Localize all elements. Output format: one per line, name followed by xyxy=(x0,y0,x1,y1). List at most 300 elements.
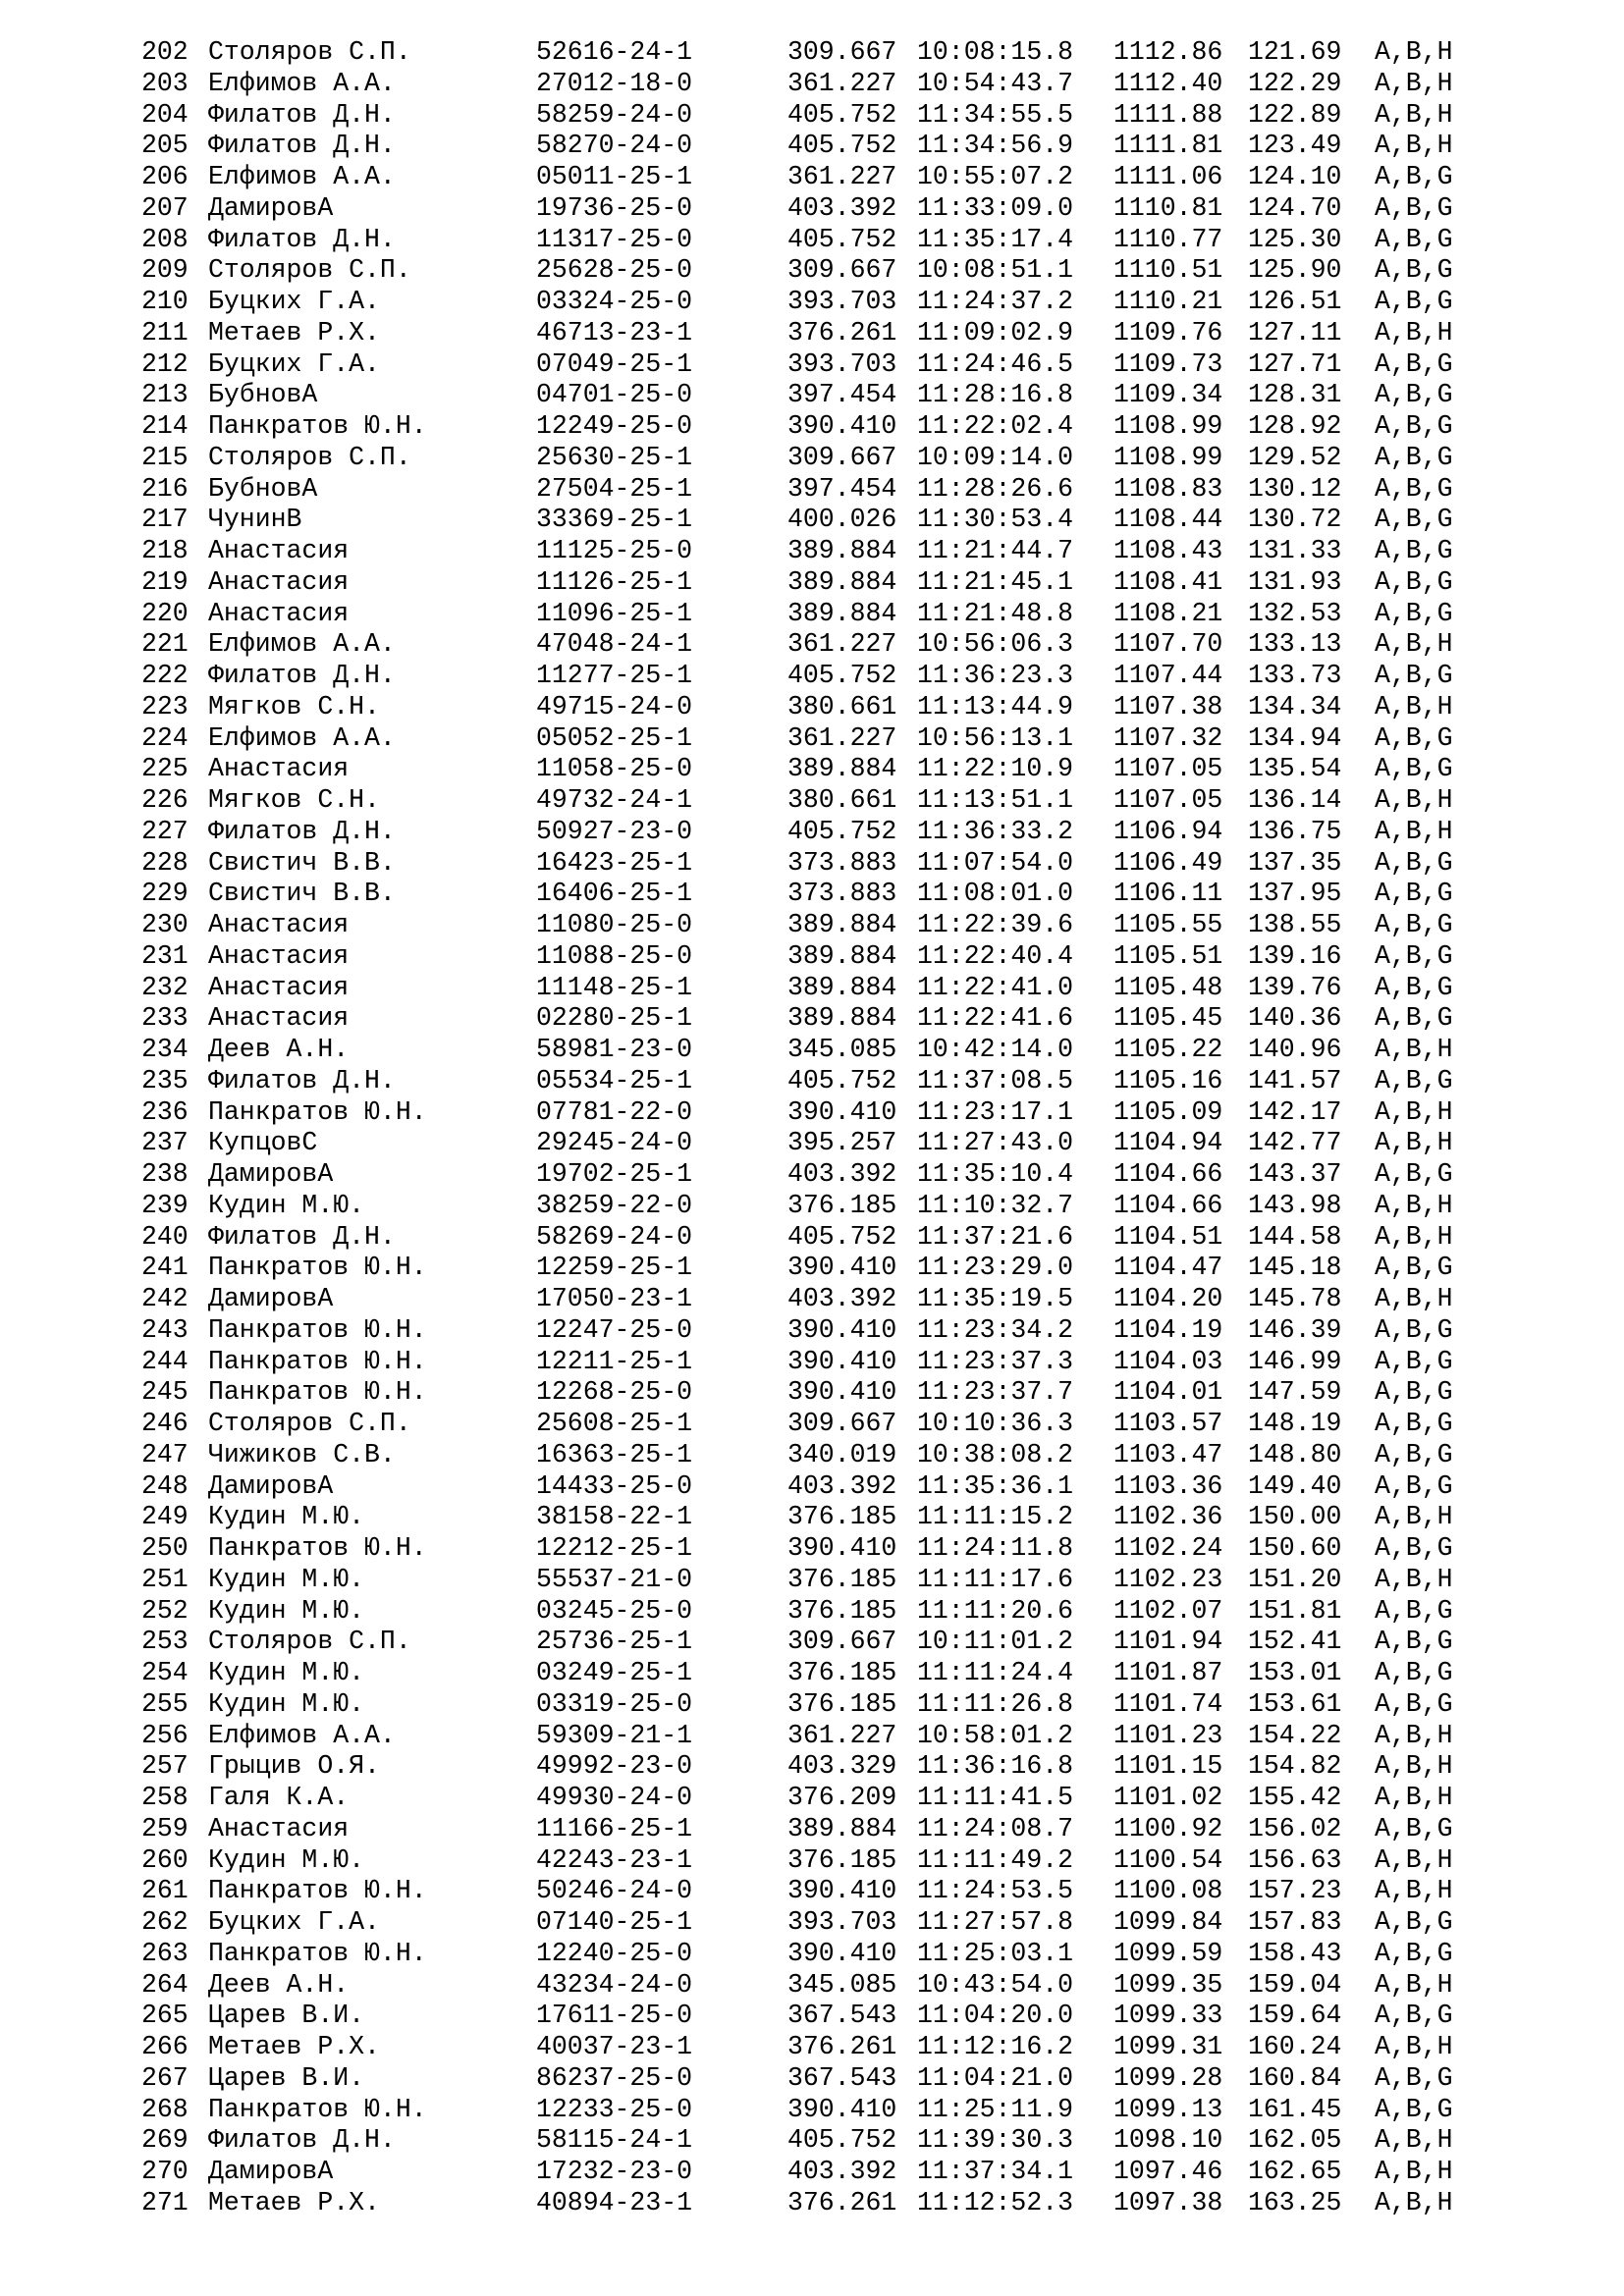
speed-value: 1100.92 xyxy=(1113,1813,1223,1843)
coefficient-value: 145.78 xyxy=(1248,1284,1342,1313)
arrival-time: 11:22:39.6 xyxy=(917,910,1074,939)
arrival-time: 10:08:51.1 xyxy=(917,255,1074,286)
coefficient-value: 156.02 xyxy=(1248,1813,1342,1843)
coefficient-value: 145.18 xyxy=(1248,1253,1342,1283)
coefficient-value: 153.61 xyxy=(1248,1688,1342,1719)
arrival-time: 11:37:08.5 xyxy=(917,1065,1074,1095)
coefficient-value: 135.54 xyxy=(1248,754,1342,784)
category-codes: A,B,G xyxy=(1375,1813,1453,1843)
arrival-time: 11:23:17.1 xyxy=(917,1096,1074,1127)
place-number: 219 xyxy=(141,566,189,597)
arrival-time: 11:12:16.2 xyxy=(917,2032,1074,2061)
participant-name: Кудин М.Ю. xyxy=(208,1658,365,1687)
distance-value: 405.752 xyxy=(787,661,897,690)
ring-code: 19702-25-1 xyxy=(536,1159,693,1189)
ring-code: 29245-24-0 xyxy=(536,1128,693,1158)
coefficient-value: 133.73 xyxy=(1248,661,1342,690)
category-codes: A,B,G xyxy=(1375,224,1453,254)
category-codes: A,B,H xyxy=(1375,1128,1453,1158)
participant-name: Свистич В.В. xyxy=(208,879,396,909)
ring-code: 49992-23-0 xyxy=(536,1751,693,1782)
place-number: 256 xyxy=(141,1720,189,1750)
speed-value: 1111.06 xyxy=(1113,162,1223,191)
participant-name: Панкратов Ю.Н. xyxy=(208,411,427,441)
place-number: 234 xyxy=(141,1035,189,1064)
coefficient-value: 123.49 xyxy=(1248,131,1342,161)
speed-value: 1104.19 xyxy=(1113,1314,1223,1345)
place-number: 210 xyxy=(141,287,189,316)
place-number: 255 xyxy=(141,1688,189,1719)
speed-value: 1103.47 xyxy=(1113,1439,1223,1469)
distance-value: 390.410 xyxy=(787,2094,897,2124)
coefficient-value: 131.33 xyxy=(1248,536,1342,565)
place-number: 224 xyxy=(141,722,189,753)
category-codes: A,B,H xyxy=(1375,785,1453,815)
speed-value: 1107.05 xyxy=(1113,754,1223,784)
category-codes: A,B,H xyxy=(1375,131,1453,161)
category-codes: A,B,H xyxy=(1375,37,1453,67)
coefficient-value: 139.16 xyxy=(1248,940,1342,971)
ring-code: 12212-25-1 xyxy=(536,1533,693,1563)
category-codes: A,B,G xyxy=(1375,1688,1453,1719)
category-codes: A,B,H xyxy=(1375,816,1453,846)
place-number: 231 xyxy=(141,940,189,971)
speed-value: 1103.57 xyxy=(1113,1409,1223,1438)
participant-name: Елфимов А.А. xyxy=(208,1720,396,1750)
coefficient-value: 127.71 xyxy=(1248,348,1342,379)
coefficient-value: 132.53 xyxy=(1248,598,1342,628)
distance-value: 390.410 xyxy=(787,1346,897,1376)
category-codes: A,B,H xyxy=(1375,2032,1453,2061)
distance-value: 380.661 xyxy=(787,785,897,815)
ring-code: 58259-24-0 xyxy=(536,99,693,130)
coefficient-value: 131.93 xyxy=(1248,566,1342,597)
coefficient-value: 148.80 xyxy=(1248,1439,1342,1469)
coefficient-value: 128.31 xyxy=(1248,380,1342,410)
speed-value: 1097.38 xyxy=(1113,2187,1223,2217)
category-codes: A,B,G xyxy=(1375,847,1453,878)
distance-value: 397.454 xyxy=(787,473,897,504)
arrival-time: 11:10:32.7 xyxy=(917,1190,1074,1220)
distance-value: 405.752 xyxy=(787,1065,897,1095)
ring-code: 11277-25-1 xyxy=(536,661,693,690)
arrival-time: 11:28:26.6 xyxy=(917,473,1074,504)
coefficient-value: 124.10 xyxy=(1248,162,1342,191)
category-codes: A,B,G xyxy=(1375,1907,1453,1937)
speed-value: 1101.23 xyxy=(1113,1720,1223,1750)
ring-code: 47048-24-1 xyxy=(536,629,693,660)
participant-name: Буцких Г.А. xyxy=(208,287,380,316)
speed-value: 1104.66 xyxy=(1113,1190,1223,1220)
distance-value: 393.703 xyxy=(787,348,897,379)
ring-code: 07049-25-1 xyxy=(536,348,693,379)
arrival-time: 11:23:34.2 xyxy=(917,1314,1074,1345)
coefficient-value: 142.77 xyxy=(1248,1128,1342,1158)
arrival-time: 11:36:23.3 xyxy=(917,661,1074,690)
category-codes: A,B,H xyxy=(1375,1844,1453,1875)
participant-name: Столяров С.П. xyxy=(208,255,411,286)
distance-value: 361.227 xyxy=(787,162,897,191)
speed-value: 1102.07 xyxy=(1113,1595,1223,1626)
distance-value: 403.392 xyxy=(787,1284,897,1313)
speed-value: 1104.47 xyxy=(1113,1253,1223,1283)
category-codes: A,B,G xyxy=(1375,1003,1453,1034)
arrival-time: 10:43:54.0 xyxy=(917,1969,1074,2000)
place-number: 240 xyxy=(141,1221,189,1252)
category-codes: A,B,G xyxy=(1375,2001,1453,2031)
distance-value: 340.019 xyxy=(787,1439,897,1469)
participant-name: Филатов Д.Н. xyxy=(208,2125,396,2156)
place-number: 211 xyxy=(141,317,189,347)
coefficient-value: 143.37 xyxy=(1248,1159,1342,1189)
category-codes: A,B,H xyxy=(1375,1221,1453,1252)
distance-value: 373.883 xyxy=(787,847,897,878)
arrival-time: 11:30:53.4 xyxy=(917,505,1074,535)
coefficient-value: 125.90 xyxy=(1248,255,1342,286)
place-number: 225 xyxy=(141,754,189,784)
arrival-time: 11:35:10.4 xyxy=(917,1159,1074,1189)
participant-name: Филатов Д.Н. xyxy=(208,661,396,690)
category-codes: A,B,G xyxy=(1375,972,1453,1002)
speed-value: 1107.70 xyxy=(1113,629,1223,660)
category-codes: A,B,H xyxy=(1375,1284,1453,1313)
arrival-time: 11:25:03.1 xyxy=(917,1938,1074,1968)
place-number: 218 xyxy=(141,536,189,565)
speed-value: 1110.21 xyxy=(1113,287,1223,316)
arrival-time: 11:11:49.2 xyxy=(917,1844,1074,1875)
coefficient-value: 134.34 xyxy=(1248,691,1342,721)
ring-code: 38158-22-1 xyxy=(536,1502,693,1532)
arrival-time: 10:54:43.7 xyxy=(917,68,1074,98)
place-number: 217 xyxy=(141,505,189,535)
participant-name: Анастасия xyxy=(208,754,350,784)
coefficient-value: 149.40 xyxy=(1248,1470,1342,1501)
arrival-time: 11:08:01.0 xyxy=(917,879,1074,909)
place-number: 213 xyxy=(141,380,189,410)
place-number: 267 xyxy=(141,2062,189,2093)
arrival-time: 11:11:17.6 xyxy=(917,1564,1074,1594)
distance-value: 390.410 xyxy=(787,1938,897,1968)
participant-name: ДамировА xyxy=(208,1159,334,1189)
distance-value: 390.410 xyxy=(787,411,897,441)
ring-code: 07140-25-1 xyxy=(536,1907,693,1937)
participant-name: Анастасия xyxy=(208,598,350,628)
category-codes: A,B,G xyxy=(1375,566,1453,597)
participant-name: ЧунинВ xyxy=(208,505,302,535)
place-number: 270 xyxy=(141,2157,189,2186)
ring-code: 14433-25-0 xyxy=(536,1470,693,1501)
coefficient-value: 161.45 xyxy=(1248,2094,1342,2124)
place-number: 209 xyxy=(141,255,189,286)
ring-code: 40894-23-1 xyxy=(536,2187,693,2217)
coefficient-value: 122.89 xyxy=(1248,99,1342,130)
speed-value: 1104.20 xyxy=(1113,1284,1223,1313)
coefficient-value: 150.00 xyxy=(1248,1502,1342,1532)
speed-value: 1101.15 xyxy=(1113,1751,1223,1782)
arrival-time: 11:11:41.5 xyxy=(917,1783,1074,1812)
distance-value: 380.661 xyxy=(787,691,897,721)
place-number: 252 xyxy=(141,1595,189,1626)
place-number: 222 xyxy=(141,661,189,690)
category-codes: A,B,G xyxy=(1375,1253,1453,1283)
arrival-time: 11:35:36.1 xyxy=(917,1470,1074,1501)
arrival-time: 11:34:55.5 xyxy=(917,99,1074,130)
arrival-time: 10:09:14.0 xyxy=(917,442,1074,472)
participant-name: Царев В.И. xyxy=(208,2062,365,2093)
ring-code: 03324-25-0 xyxy=(536,287,693,316)
participant-name: Анастасия xyxy=(208,972,350,1002)
participant-name: Кудин М.Ю. xyxy=(208,1502,365,1532)
ring-code: 58981-23-0 xyxy=(536,1035,693,1064)
coefficient-value: 159.04 xyxy=(1248,1969,1342,2000)
distance-value: 367.543 xyxy=(787,2001,897,2031)
category-codes: A,B,G xyxy=(1375,1533,1453,1563)
arrival-time: 11:13:44.9 xyxy=(917,691,1074,721)
arrival-time: 11:24:46.5 xyxy=(917,348,1074,379)
distance-value: 400.026 xyxy=(787,505,897,535)
arrival-time: 11:21:44.7 xyxy=(917,536,1074,565)
category-codes: A,B,G xyxy=(1375,1658,1453,1687)
place-number: 248 xyxy=(141,1470,189,1501)
coefficient-value: 152.41 xyxy=(1248,1627,1342,1657)
distance-value: 390.410 xyxy=(787,1377,897,1408)
participant-name: БубновА xyxy=(208,380,318,410)
category-codes: A,B,G xyxy=(1375,1627,1453,1657)
participant-name: Панкратов Ю.Н. xyxy=(208,1876,427,1906)
place-number: 247 xyxy=(141,1439,189,1469)
ring-code: 33369-25-1 xyxy=(536,505,693,535)
arrival-time: 10:11:01.2 xyxy=(917,1627,1074,1657)
category-codes: A,B,G xyxy=(1375,598,1453,628)
category-codes: A,B,G xyxy=(1375,910,1453,939)
distance-value: 361.227 xyxy=(787,629,897,660)
distance-value: 390.410 xyxy=(787,1096,897,1127)
place-number: 235 xyxy=(141,1065,189,1095)
participant-name: Деев А.Н. xyxy=(208,1969,350,2000)
coefficient-value: 121.69 xyxy=(1248,37,1342,67)
coefficient-value: 163.25 xyxy=(1248,2187,1342,2217)
speed-value: 1107.32 xyxy=(1113,722,1223,753)
distance-value: 309.667 xyxy=(787,1409,897,1438)
coefficient-value: 137.35 xyxy=(1248,847,1342,878)
category-codes: A,B,G xyxy=(1375,380,1453,410)
place-number: 250 xyxy=(141,1533,189,1563)
distance-value: 376.185 xyxy=(787,1190,897,1220)
distance-value: 376.185 xyxy=(787,1564,897,1594)
arrival-time: 11:11:15.2 xyxy=(917,1502,1074,1532)
participant-name: Столяров С.П. xyxy=(208,442,411,472)
speed-value: 1104.51 xyxy=(1113,1221,1223,1252)
arrival-time: 11:28:16.8 xyxy=(917,380,1074,410)
participant-name: Кудин М.Ю. xyxy=(208,1688,365,1719)
category-codes: A,B,H xyxy=(1375,1564,1453,1594)
arrival-time: 11:09:02.9 xyxy=(917,317,1074,347)
speed-value: 1110.81 xyxy=(1113,192,1223,223)
ring-code: 11088-25-0 xyxy=(536,940,693,971)
place-number: 254 xyxy=(141,1658,189,1687)
coefficient-value: 148.19 xyxy=(1248,1409,1342,1438)
arrival-time: 11:24:37.2 xyxy=(917,287,1074,316)
place-number: 229 xyxy=(141,879,189,909)
participant-name: ДамировА xyxy=(208,2157,334,2186)
coefficient-value: 160.24 xyxy=(1248,2032,1342,2061)
ring-code: 16406-25-1 xyxy=(536,879,693,909)
participant-name: Столяров С.П. xyxy=(208,1627,411,1657)
speed-value: 1102.23 xyxy=(1113,1564,1223,1594)
distance-value: 309.667 xyxy=(787,1627,897,1657)
ring-code: 42243-23-1 xyxy=(536,1844,693,1875)
arrival-time: 11:21:45.1 xyxy=(917,566,1074,597)
coefficient-value: 157.83 xyxy=(1248,1907,1342,1937)
distance-value: 390.410 xyxy=(787,1314,897,1345)
place-number: 243 xyxy=(141,1314,189,1345)
category-codes: A,B,H xyxy=(1375,2125,1453,2156)
arrival-time: 11:27:57.8 xyxy=(917,1907,1074,1937)
speed-value: 1104.01 xyxy=(1113,1377,1223,1408)
participant-name: Кудин М.Ю. xyxy=(208,1190,365,1220)
ring-code: 46713-23-1 xyxy=(536,317,693,347)
ring-code: 17232-23-0 xyxy=(536,2157,693,2186)
speed-value: 1108.83 xyxy=(1113,473,1223,504)
coefficient-value: 146.39 xyxy=(1248,1314,1342,1345)
ring-code: 02280-25-1 xyxy=(536,1003,693,1034)
place-number: 260 xyxy=(141,1844,189,1875)
ring-code: 17611-25-0 xyxy=(536,2001,693,2031)
ring-code: 49715-24-0 xyxy=(536,691,693,721)
ring-code: 12268-25-0 xyxy=(536,1377,693,1408)
place-number: 242 xyxy=(141,1284,189,1313)
participant-name: Кудин М.Ю. xyxy=(208,1844,365,1875)
speed-value: 1106.94 xyxy=(1113,816,1223,846)
speed-value: 1103.36 xyxy=(1113,1470,1223,1501)
participant-name: Филатов Д.Н. xyxy=(208,816,396,846)
ring-code: 03319-25-0 xyxy=(536,1688,693,1719)
participant-name: Панкратов Ю.Н. xyxy=(208,1533,427,1563)
speed-value: 1097.46 xyxy=(1113,2157,1223,2186)
coefficient-value: 140.36 xyxy=(1248,1003,1342,1034)
place-number: 202 xyxy=(141,37,189,67)
arrival-time: 10:58:01.2 xyxy=(917,1720,1074,1750)
speed-value: 1105.22 xyxy=(1113,1035,1223,1064)
place-number: 227 xyxy=(141,816,189,846)
coefficient-value: 130.72 xyxy=(1248,505,1342,535)
coefficient-value: 160.84 xyxy=(1248,2062,1342,2093)
arrival-time: 11:23:29.0 xyxy=(917,1253,1074,1283)
speed-value: 1110.77 xyxy=(1113,224,1223,254)
participant-name: Анастасия xyxy=(208,1003,350,1034)
participant-name: Елфимов А.А. xyxy=(208,68,396,98)
category-codes: A,B,G xyxy=(1375,255,1453,286)
category-codes: A,B,H xyxy=(1375,68,1453,98)
ring-code: 52616-24-1 xyxy=(536,37,693,67)
distance-value: 405.752 xyxy=(787,2125,897,2156)
place-number: 239 xyxy=(141,1190,189,1220)
category-codes: A,B,H xyxy=(1375,2157,1453,2186)
ring-code: 38259-22-0 xyxy=(536,1190,693,1220)
ring-code: 27504-25-1 xyxy=(536,473,693,504)
participant-name: ДамировА xyxy=(208,1284,334,1313)
speed-value: 1109.73 xyxy=(1113,348,1223,379)
distance-value: 361.227 xyxy=(787,68,897,98)
speed-value: 1111.88 xyxy=(1113,99,1223,130)
speed-value: 1099.13 xyxy=(1113,2094,1223,2124)
participant-name: ДамировА xyxy=(208,1470,334,1501)
participant-name: Филатов Д.Н. xyxy=(208,224,396,254)
distance-value: 309.667 xyxy=(787,37,897,67)
ring-code: 59309-21-1 xyxy=(536,1720,693,1750)
category-codes: A,B,H xyxy=(1375,1751,1453,1782)
participant-name: Филатов Д.Н. xyxy=(208,1221,396,1252)
place-number: 237 xyxy=(141,1128,189,1158)
distance-value: 376.261 xyxy=(787,317,897,347)
distance-value: 376.185 xyxy=(787,1688,897,1719)
distance-value: 345.085 xyxy=(787,1035,897,1064)
speed-value: 1106.11 xyxy=(1113,879,1223,909)
ring-code: 11148-25-1 xyxy=(536,972,693,1002)
ring-code: 50246-24-0 xyxy=(536,1876,693,1906)
speed-value: 1105.16 xyxy=(1113,1065,1223,1095)
speed-value: 1107.05 xyxy=(1113,785,1223,815)
arrival-time: 10:08:15.8 xyxy=(917,37,1074,67)
speed-value: 1105.48 xyxy=(1113,972,1223,1002)
speed-value: 1112.40 xyxy=(1113,68,1223,98)
coefficient-value: 157.23 xyxy=(1248,1876,1342,1906)
speed-value: 1099.28 xyxy=(1113,2062,1223,2093)
coefficient-value: 154.22 xyxy=(1248,1720,1342,1750)
participant-name: Кудин М.Ю. xyxy=(208,1564,365,1594)
place-number: 259 xyxy=(141,1813,189,1843)
arrival-time: 10:55:07.2 xyxy=(917,162,1074,191)
speed-value: 1111.81 xyxy=(1113,131,1223,161)
arrival-time: 10:10:36.3 xyxy=(917,1409,1074,1438)
arrival-time: 11:37:34.1 xyxy=(917,2157,1074,2186)
speed-value: 1105.45 xyxy=(1113,1003,1223,1034)
coefficient-value: 128.92 xyxy=(1248,411,1342,441)
ring-code: 43234-24-0 xyxy=(536,1969,693,2000)
speed-value: 1105.51 xyxy=(1113,940,1223,971)
participant-name: Панкратов Ю.Н. xyxy=(208,1346,427,1376)
distance-value: 389.884 xyxy=(787,972,897,1002)
speed-value: 1100.54 xyxy=(1113,1844,1223,1875)
category-codes: A,B,G xyxy=(1375,754,1453,784)
speed-value: 1108.21 xyxy=(1113,598,1223,628)
category-codes: A,B,G xyxy=(1375,1938,1453,1968)
speed-value: 1109.34 xyxy=(1113,380,1223,410)
participant-name: Елфимов А.А. xyxy=(208,162,396,191)
coefficient-value: 126.51 xyxy=(1248,287,1342,316)
category-codes: A,B,G xyxy=(1375,1159,1453,1189)
participant-name: Метаев Р.Х. xyxy=(208,317,380,347)
place-number: 214 xyxy=(141,411,189,441)
participant-name: Анастасия xyxy=(208,536,350,565)
arrival-time: 11:22:41.0 xyxy=(917,972,1074,1002)
ring-code: 03245-25-0 xyxy=(536,1595,693,1626)
participant-name: Царев В.И. xyxy=(208,2001,365,2031)
participant-name: Панкратов Ю.Н. xyxy=(208,1096,427,1127)
speed-value: 1108.44 xyxy=(1113,505,1223,535)
category-codes: A,B,H xyxy=(1375,1969,1453,2000)
place-number: 238 xyxy=(141,1159,189,1189)
arrival-time: 11:23:37.7 xyxy=(917,1377,1074,1408)
arrival-time: 10:42:14.0 xyxy=(917,1035,1074,1064)
place-number: 205 xyxy=(141,131,189,161)
place-number: 258 xyxy=(141,1783,189,1812)
speed-value: 1099.84 xyxy=(1113,1907,1223,1937)
distance-value: 376.185 xyxy=(787,1595,897,1626)
speed-value: 1109.76 xyxy=(1113,317,1223,347)
speed-value: 1099.33 xyxy=(1113,2001,1223,2031)
category-codes: A,B,G xyxy=(1375,2062,1453,2093)
